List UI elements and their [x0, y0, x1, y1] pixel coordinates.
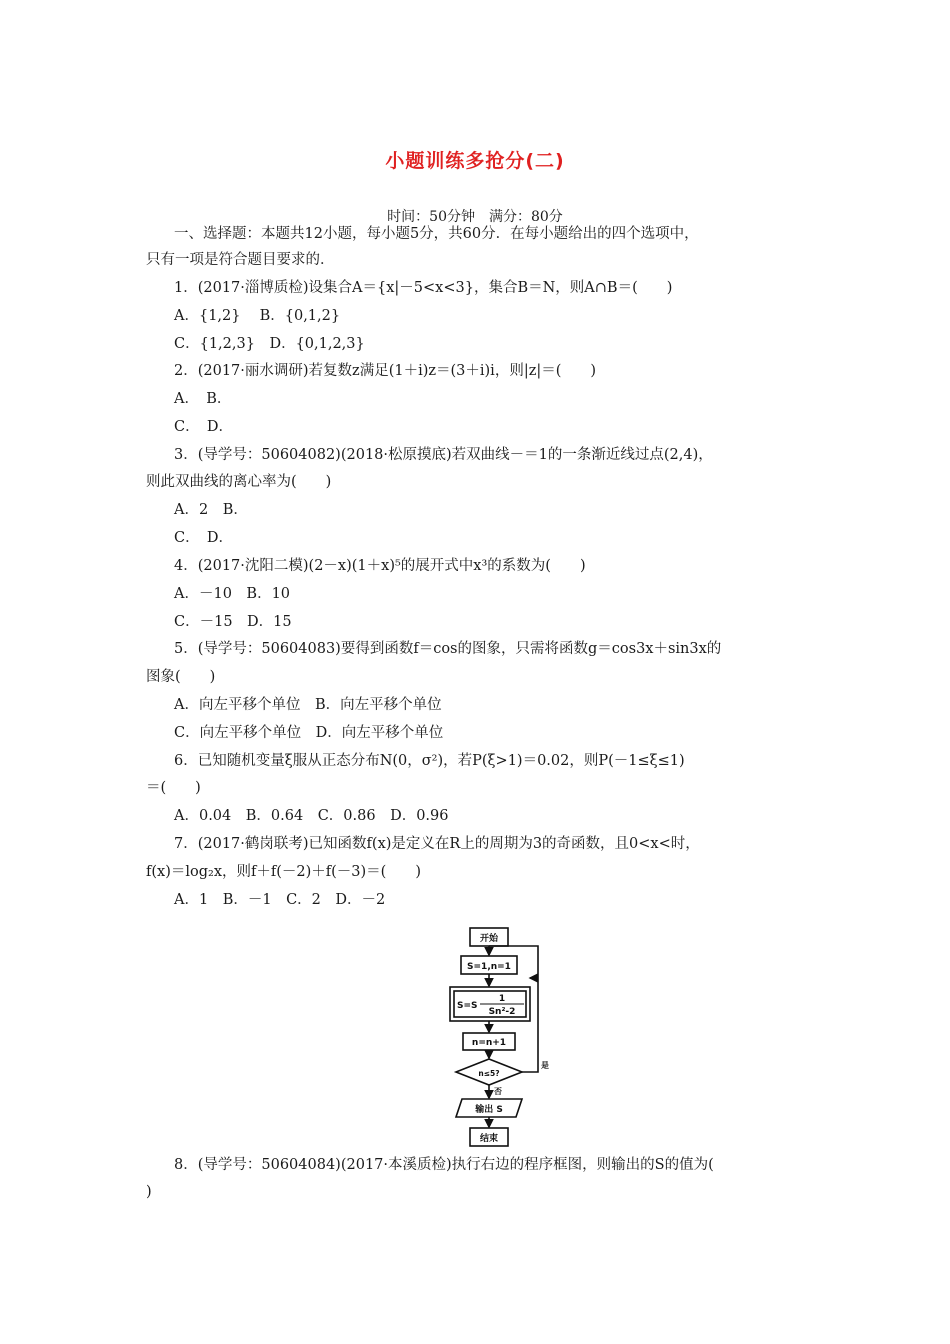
- question-8: 8．(导学号：50604084)(2017·本溪质检)执行右边的程序框图，则输出的S的值为(: [174, 1157, 714, 1173]
- page-title: 小题训练多抢分(二): [385, 150, 565, 172]
- exam-info: 时间：50分钟 满分：80分: [387, 209, 563, 225]
- question-7: 7．(2017·鹤岗联考)已知函数f(x)是定义在R上的周期为3的奇函数，且0<x<时，: [174, 836, 700, 852]
- question-1: 1．(2017·淄博质检)设集合A＝{x|－5<x<3}，集合B＝N，则A∩B＝( ): [174, 280, 673, 296]
- q6-options: A．0.04 B．0.64 C．0.86 D．0.96: [174, 808, 449, 824]
- question-7-cont: f(x)＝log₂x，则f＋f(－2)＋f(－3)＝( ): [146, 864, 421, 880]
- section-heading-cont: 只有一项是符合题目要求的．: [146, 252, 335, 268]
- question-5: 5．(导学号：50604083)要得到函数f＝cos的图象，只需将函数g＝cos3x＋sin3x的: [174, 641, 722, 657]
- q2-options-row1: A． B．: [174, 391, 232, 407]
- flowchart-start-label: 开始: [479, 934, 499, 944]
- question-8-cont: ): [146, 1184, 152, 1200]
- flowchart-no-label: 否: [494, 1087, 502, 1096]
- flowchart-svg: [440, 920, 560, 1155]
- flowchart-init-label: S=1,n=1: [467, 962, 511, 972]
- q3-options-row1: A．2 B．: [174, 502, 248, 518]
- q7-options: A．1 B．－1 C．2 D．－2: [174, 892, 386, 908]
- flowchart-output-label: 输出 S: [475, 1105, 503, 1115]
- flowchart-decision-label: n≤5?: [478, 1069, 500, 1078]
- q4-options-row2: C．－15 D．15: [174, 614, 292, 630]
- flowchart-increment-label: n=n+1: [471, 1038, 507, 1048]
- question-2: 2．(2017·丽水调研)若复数z满足(1＋i)z＝(3＋i)i，则|z|＝( ): [174, 363, 597, 379]
- question-3-cont: 则此双曲线的离心率为( ): [146, 474, 332, 490]
- flowchart-end-label: 结束: [479, 1134, 499, 1144]
- question-6: 6．已知随机变量ξ服从正态分布N(0，σ²)，若P(ξ>1)＝0.02，则P(－1≤ξ≤1): [174, 753, 685, 769]
- section-heading: 一、选择题：本题共12小题，每小题5分，共60分．在每小题给出的四个选项中，: [174, 226, 699, 242]
- question-4: 4．(2017·沈阳二模)(2－x)(1＋x)⁵的展开式中x³的系数为( ): [174, 558, 586, 574]
- q5-options-row2: C．向左平移个单位 D．向左平移个单位: [174, 725, 444, 741]
- question-3: 3．(导学号：50604082)(2018·松原摸底)若双曲线－＝1的一条渐近线过点(2,4)，: [174, 447, 713, 463]
- q5-options-row1: A．向左平移个单位 B．向左平移个单位: [174, 697, 442, 713]
- question-5-cont: 图象( ): [146, 669, 216, 685]
- flowchart-yes-label: 是: [541, 1061, 549, 1070]
- flowchart-assign-denominator: Sn²-2: [488, 1007, 516, 1017]
- question-6-cont: ＝( ): [146, 780, 201, 796]
- flowchart-figure: [440, 920, 560, 1155]
- q1-options-row1: A．{1,2} B．{0,1,2}: [174, 308, 341, 324]
- q1-options-row2: C．{1,2,3} D．{0,1,2,3}: [174, 336, 365, 352]
- flowchart-assign-lhs: S=S: [457, 1001, 478, 1011]
- q2-options-row2: C． D．: [174, 419, 233, 435]
- q4-options-row1: A．－10 B．10: [174, 586, 291, 602]
- flowchart-assign-numerator: 1: [498, 994, 506, 1004]
- q3-options-row2: C． D．: [174, 530, 233, 546]
